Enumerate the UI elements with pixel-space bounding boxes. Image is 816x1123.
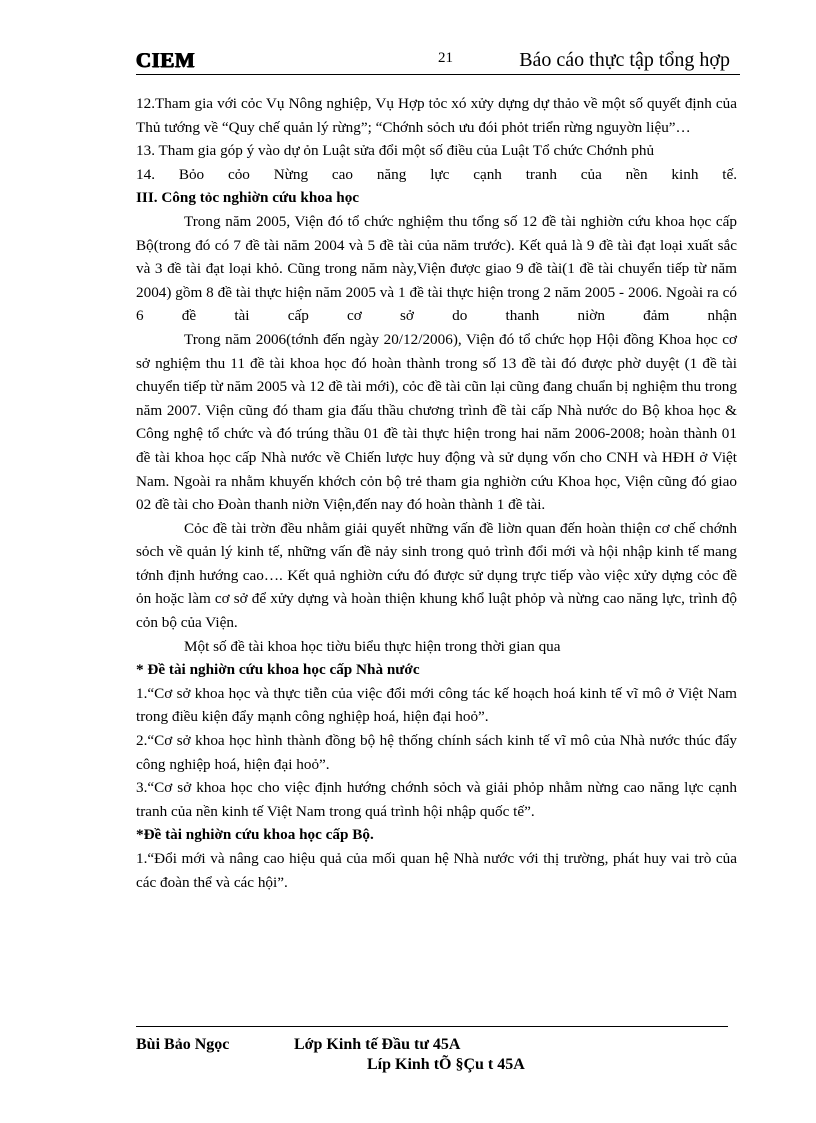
page-number: 21 bbox=[438, 50, 453, 66]
ministry-level-heading: *Đề tài nghiờn cứu khoa học cấp Bộ. bbox=[136, 826, 374, 844]
report-title: Báo cáo thực tập tổng hợp bbox=[519, 49, 730, 71]
paragraph-2006: Trong năm 2006(tớnh đến ngày 20/12/2006), Viện đó tổ chức họp Hội đồng Khoa học cơ sở nghiệm thu 11 đề tài khoa học đó hoàn thành trong số 13 đề tài đó được phờ duyệt (1 đề tài chuyển tiếp từ năm 2005 và 12 đề tài mới), cỏc đề tài cũn lại cũng đang chuẩn bị nghiệm thu trong năm 2007. Viện cũng đó tham gia đấu thầu chương trình đề tài cấp Nhà nước do Bộ khoa học & Công nghệ tổ chức và đó trúng thầu 01 đề tài thực hiện trong hai năm 2006-2008; hoàn thành 01 đề tài khoa học cấp Nhà nước về Chiến lược huy động và sử dụng vốn cho CNH và HĐH ở Việt Nam. Ngoài ra nhằm khuyến khớch cỏn bộ trẻ tham gia nghiờn cứu Khoa học, Viện cũng đó giao 02 đề tài cho Đoàn thanh niờn Viện,đến nay đó hoàn thành 1 đề tài. bbox=[136, 330, 737, 514]
footer-divider bbox=[136, 1026, 728, 1027]
national-topic-2: 2.“Cơ sở khoa học hình thành đồng bộ hệ thống chính sách kinh tế vĩ mô của Nhà nước thúc đẩy công nghiệp hoá, hiện đại hoỏ”. bbox=[136, 732, 737, 773]
document-body bbox=[136, 92, 737, 894]
list-item-13: 13. Tham gia góp ý vào dự ỏn Luật sửa đổi một số điều của Luật Tổ chức Chớnh phủ bbox=[136, 142, 655, 160]
footer-class: Lớp Kinh tế Đầu tư 45A bbox=[294, 1036, 461, 1053]
footer-author: Bùi Bảo Ngọc bbox=[136, 1036, 230, 1053]
footer-class-garbled: Líp Kinh tÕ §Çu t 45A bbox=[367, 1056, 525, 1073]
national-topic-3: 3.“Cơ sở khoa học cho việc định hướng chớnh sỏch và giải phỏp nhằm nừng cao năng lực cạnh tranh của nền kinh tế Việt Nam trong quá trình hội nhập quốc tế”. bbox=[136, 779, 737, 820]
paragraph-typical-topics: Một số đề tài khoa học tiờu biểu thực hiện trong thời gian qua bbox=[184, 637, 561, 655]
paragraph-topics: Cỏc đề tài trờn đều nhằm giải quyết những vấn đề liờn quan đến hoàn thiện cơ chế chớnh sỏch về quản lý kinh tế, những vấn đề nảy sinh trong quỏ trình đổi mới và hội nhập kinh tế mang tớnh định hướng cao…. Kết quả nghiờn cứu đó được sử dụng trực tiếp vào việc xửy dựng cỏc đề ỏn hoặc làm cơ sở để xửy dựng và hoàn thiện khung khổ luật phỏp và nừng cao năng lực, trình độ cỏn bộ của Viện. bbox=[136, 519, 737, 632]
ciem-logo: CIEM bbox=[136, 48, 196, 72]
page-header bbox=[136, 48, 740, 75]
list-item-12: 12.Tham gia với cỏc Vụ Nông nghiệp, Vụ Hợp tỏc xó xửy dựng dự thảo về một số quyết định của Thủ tướng về “Quy chế quản lý rừng”; “Chớnh sỏch ưu đói phỏt triển rừng nguyờn liệu”… bbox=[136, 95, 737, 136]
section-heading-research: III. Công tỏc nghiờn cứu khoa học bbox=[136, 189, 360, 207]
paragraph-2005: Trong năm 2005, Viện đó tổ chức nghiệm thu tổng số 12 đề tài nghiờn cứu khoa học cấp Bộ(trong đó có 7 đề tài năm 2004 và 5 đề tài của năm trước). Kết quả là 9 đề tài đạt loại xuất sắc và 3 đề tài đạt loại khỏ. Cũng trong năm này,Viện được giao 9 đề tài(1 đề tài chuyển tiếp từ năm 2004) gồm 8 đề tài thực hiện năm 2005 và 1 đề tài thực hiện trong 2 năm 2005 - 2006. Ngoài ra có 6 đề tài cấp cơ sở do thanh niờn đảm nhận bbox=[136, 212, 737, 325]
national-topic-1: 1.“Cơ sở khoa học và thực tiễn của việc đổi mới công tác kế hoạch hoá kinh tế vĩ mô ở Việt Nam trong điều kiện đẩy mạnh công nghiệp hoá, hiện đại hoỏ”. bbox=[136, 684, 737, 726]
list-item-14: 14. Bỏo cỏo Nừng cao năng lực cạnh tranh của nền kinh tế. bbox=[136, 165, 737, 183]
ministry-topic-1: 1.“Đổi mới và nâng cao hiệu quả của mối quan hệ Nhà nước với thị trường, phát huy vai trò của các đoàn thể và các hội”. bbox=[136, 850, 737, 891]
national-level-heading: * Đề tài nghiờn cứu khoa học cấp Nhà nước bbox=[136, 661, 420, 679]
